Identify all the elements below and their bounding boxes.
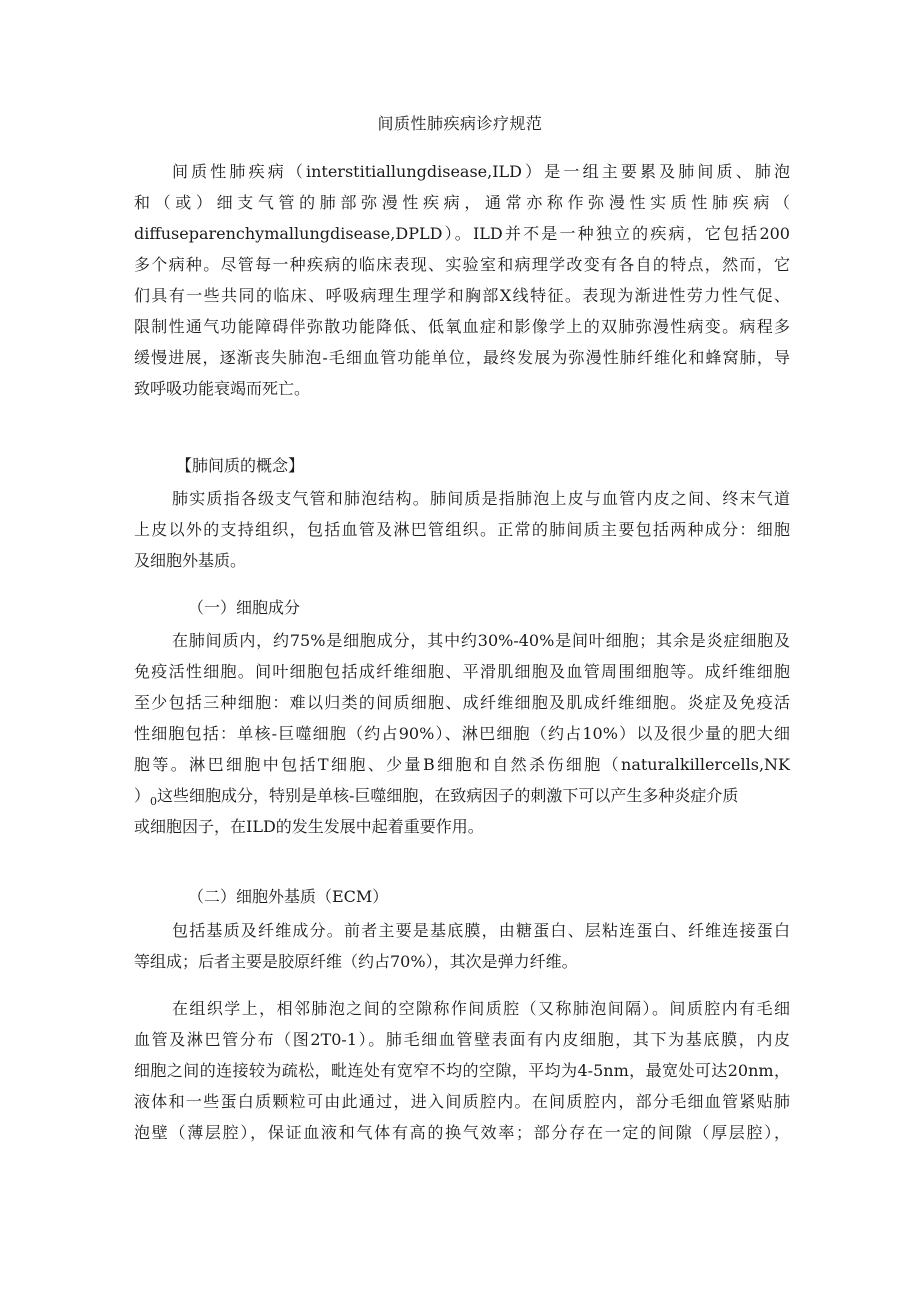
paragraph-line: 泡壁（薄层腔），保证血液和气体有高的换气效率；部分存在一定的间隙（厚层腔）， xyxy=(134,1123,790,1142)
paragraph-line: 肺实质指各级支气管和肺泡结构。肺间质是指肺泡上皮与血管内皮之间、终末气道 xyxy=(172,489,790,508)
paragraph-line: 液体和一些蛋白质颗粒可由此通过，进入间质腔内。在间质腔内，部分毛细血管紧贴肺 xyxy=(134,1092,790,1111)
ecm-heading-block xyxy=(134,881,790,912)
paragraph-line-text: 这些细胞成分，特别是单核-巨噬细胞，在致病因子的刺激下可以产生多种炎症介质 xyxy=(157,786,739,805)
cell-heading-block xyxy=(134,592,790,623)
subscript-char: 0 xyxy=(150,795,158,808)
document-title: 间质性肺疾病诊疗规范 xyxy=(377,114,543,133)
paragraph-line: 至少包括三种细胞：难以归类的间质细胞、成纤维细胞及肌成纤维细胞。炎症及免疫活 xyxy=(134,693,790,712)
paragraph-line: diffuseparenchymallungdisease,DPLD）。ILD并不是一种独立的疾病，它包括200 xyxy=(134,224,790,243)
paragraph-line: 或细胞因子，在ILD的发生发展中起着重要作用。 xyxy=(134,817,484,836)
paragraph-line: 多个病种。尽管每一种疾病的临床表现、实验室和病理学改变有各自的特点，然而，它 xyxy=(134,255,790,274)
paragraph-line: 限制性通气功能障碍伴弥散功能降低、低氧血症和影像学上的双肺弥漫性病变。病程多 xyxy=(134,317,790,336)
section-heading: 【肺间质的概念】 xyxy=(176,456,305,475)
paragraph-line: 及细胞外基质。 xyxy=(134,551,247,570)
paragraph-line: 致呼吸功能衰竭而死亡。 xyxy=(134,379,311,398)
paragraph-line: 免疫活性细胞。间叶细胞包括成纤维细胞、平滑肌细胞及血管周围细胞等。成纤维细胞 xyxy=(134,662,790,681)
paragraph-line: 上皮以外的支持组织，包括血管及淋巴管组织。正常的肺间质主要包括两种成分：细胞 xyxy=(134,520,790,539)
paragraph-line: 血管及淋巴管分布（图2T0-1）。肺毛细血管壁表面有内皮细胞，其下为基底膜，内皮 xyxy=(134,1030,790,1049)
paragraph-line: 在组织学上，相邻肺泡之间的空隙称作间质腔（又称肺泡间隔）。间质腔内有毛细 xyxy=(172,999,790,1018)
paragraph-line: 细胞之间的连接较为疏松，毗连处有宽窄不均的空隙，平均为4-5nm，最宽处可达20nm， xyxy=(134,1061,790,1080)
cell-paragraph xyxy=(134,625,790,842)
paragraph-line: 等组成；后者主要是胶原纤维（约占70%），其次是弹力纤维。 xyxy=(134,952,578,971)
concept-heading-block xyxy=(134,450,790,481)
paragraph-line: 和（或）细支气管的肺部弥漫性疾病，通常亦称作弥漫性实质性肺疾病（ xyxy=(134,193,790,212)
intro-paragraph xyxy=(134,156,790,404)
paragraph-line: 间质性肺疾病（interstitiallungdisease,ILD）是一组主要累及肺间质、肺泡 xyxy=(172,162,790,181)
section-heading: （二）细胞外基质（ECM） xyxy=(188,887,389,906)
paragraph-line: 包括基质及纤维成分。前者主要是基底膜，由糖蛋白、层粘连蛋白、纤维连接蛋白 xyxy=(172,921,790,940)
paragraph-line: 性细胞包括：单核-巨噬细胞（约占90%）、淋巴细胞（约占10%）以及很少量的肥大细 xyxy=(134,724,790,743)
paragraph-line xyxy=(134,780,790,811)
paragraph-line: 缓慢进展，逐渐丧失肺泡-毛细血管功能单位，最终发展为弥漫性肺纤维化和蜂窝肺，导 xyxy=(134,348,790,367)
paren-close: ） xyxy=(134,786,151,805)
histology-paragraph xyxy=(134,993,790,1148)
paragraph-line: 在肺间质内，约75%是细胞成分，其中约30%-40%是间叶细胞；其余是炎症细胞及 xyxy=(172,631,790,650)
paragraph-line: 们具有一些共同的临床、呼吸病理生理学和胸部X线特征。表现为渐进性劳力性气促、 xyxy=(134,286,790,305)
ecm-paragraph xyxy=(134,915,790,977)
section-heading: （一）细胞成分 xyxy=(188,598,301,617)
concept-paragraph xyxy=(134,483,790,576)
paragraph-line: 胞等。淋巴细胞中包括T细胞、少量B细胞和自然杀伤细胞（naturalkillercells,NK xyxy=(134,755,790,774)
